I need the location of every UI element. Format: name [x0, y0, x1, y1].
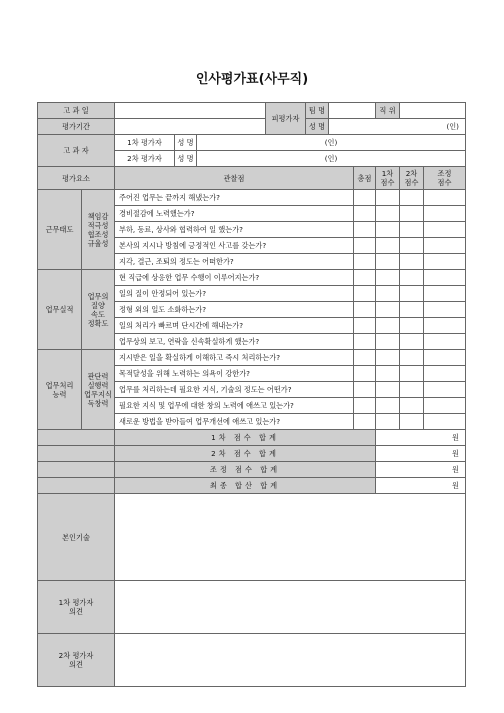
total-cell[interactable]: [354, 238, 376, 254]
second-examiner-name-label: 성 명: [175, 151, 197, 167]
second-examiner-seal[interactable]: (인): [197, 151, 466, 167]
score2-cell[interactable]: [400, 414, 424, 430]
total-first-label: 1차 점수 합계: [115, 430, 376, 446]
observation-item: 목적달성을 위해 노력하는 의욕이 강한가?: [115, 366, 354, 382]
score2-cell[interactable]: [400, 382, 424, 398]
score2-cell[interactable]: [400, 254, 424, 270]
observation-item: 새로운 방법을 받아들여 업무개선에 애쓰고 있는가?: [115, 414, 354, 430]
score1-cell[interactable]: [376, 302, 400, 318]
observation-item: 경비절감에 노력했는가?: [115, 206, 354, 222]
exam-date-label: 고 과 일: [38, 103, 115, 119]
score2-cell[interactable]: [400, 222, 424, 238]
totals-blank: [38, 478, 115, 494]
observation-item: 본사의 지시나 방침에 긍정적인 사고를 갖는가?: [115, 238, 354, 254]
score2-cell[interactable]: [400, 238, 424, 254]
section-work-performance: 업무실적: [38, 270, 82, 350]
observation-item: 부하, 동료, 상사와 협력하여 일 했는가?: [115, 222, 354, 238]
total-second-label: 2차 점수 합계: [115, 446, 376, 462]
total-cell[interactable]: [354, 350, 376, 366]
period-label: 평가기간: [38, 119, 115, 135]
adjust-cell[interactable]: [424, 350, 466, 366]
total-cell[interactable]: [354, 206, 376, 222]
col-element: 평가요소: [38, 167, 115, 190]
total-cell[interactable]: [354, 286, 376, 302]
first-opinion-label: 1차 평가자 의견: [38, 581, 115, 634]
score2-cell[interactable]: [400, 286, 424, 302]
score2-cell[interactable]: [400, 334, 424, 350]
total-cell[interactable]: [354, 398, 376, 414]
self-statement-label: 본인기술: [38, 494, 115, 581]
score1-cell[interactable]: [376, 190, 400, 206]
adjust-cell[interactable]: [424, 414, 466, 430]
second-opinion-label: 2차 평가자 의견: [38, 634, 115, 687]
adjust-cell[interactable]: [424, 222, 466, 238]
adjust-cell[interactable]: [424, 366, 466, 382]
total-final-value[interactable]: 원: [376, 478, 466, 494]
score2-cell[interactable]: [400, 350, 424, 366]
total-cell[interactable]: [354, 222, 376, 238]
score2-cell[interactable]: [400, 206, 424, 222]
total-cell[interactable]: [354, 270, 376, 286]
adjust-cell[interactable]: [424, 382, 466, 398]
total-adjust-label: 조정 점수 합계: [115, 462, 376, 478]
exam-date-field[interactable]: [115, 103, 266, 119]
score1-cell[interactable]: [376, 414, 400, 430]
adjust-cell[interactable]: [424, 286, 466, 302]
second-opinion-area[interactable]: [115, 634, 466, 687]
observation-item: 일의 처리가 빠르며 단시간에 해내는가?: [115, 318, 354, 334]
section-work-ability: 업무처리 능력: [38, 350, 82, 430]
total-cell[interactable]: [354, 318, 376, 334]
col-points: 관찰점: [115, 167, 354, 190]
total-final-label: 최종 합산 합계: [115, 478, 376, 494]
total-cell[interactable]: [354, 366, 376, 382]
position-label: 직 위: [376, 103, 400, 119]
score1-cell[interactable]: [376, 398, 400, 414]
evaluatee-seal[interactable]: (인): [329, 119, 466, 135]
col-score1: 1차 점수: [376, 167, 400, 190]
score1-cell[interactable]: [376, 206, 400, 222]
adjust-cell[interactable]: [424, 398, 466, 414]
observation-item: 일의 질이 안정되어 있는가?: [115, 286, 354, 302]
total-first-value[interactable]: 원: [376, 430, 466, 446]
position-field[interactable]: [400, 103, 466, 119]
adjust-cell[interactable]: [424, 270, 466, 286]
period-field[interactable]: [115, 119, 266, 135]
score2-cell[interactable]: [400, 302, 424, 318]
total-second-value[interactable]: 원: [376, 446, 466, 462]
score1-cell[interactable]: [376, 382, 400, 398]
examiner-label: 고 과 자: [38, 135, 115, 167]
first-examiner-name-label: 성 명: [175, 135, 197, 151]
observation-item: 지각, 결근, 조퇴의 정도는 어떠한가?: [115, 254, 354, 270]
first-opinion-area[interactable]: [115, 581, 466, 634]
self-statement-area[interactable]: [115, 494, 466, 581]
col-total: 총점: [354, 167, 376, 190]
score1-cell[interactable]: [376, 366, 400, 382]
observation-item: 지시받은 일을 확실하게 이해하고 즉시 처리하는가?: [115, 350, 354, 366]
observation-item: 주어진 업무는 끝까지 해냈는가?: [115, 190, 354, 206]
page-title: 인사평가표(사무직): [195, 72, 309, 87]
adjust-cell[interactable]: [424, 302, 466, 318]
totals-blank: [38, 430, 115, 446]
score1-cell[interactable]: [376, 286, 400, 302]
score1-cell[interactable]: [376, 334, 400, 350]
evaluatee-label: 피평가자: [266, 103, 306, 135]
score2-cell[interactable]: [400, 398, 424, 414]
score1-cell[interactable]: [376, 238, 400, 254]
observation-item: 현 직급에 상응한 업무 수행이 이루어지는가?: [115, 270, 354, 286]
adjust-cell[interactable]: [424, 238, 466, 254]
first-examiner-label: 1차 평가자: [115, 135, 175, 151]
col-adjust: 조정 점수: [424, 167, 466, 190]
adjust-cell[interactable]: [424, 254, 466, 270]
adjust-cell[interactable]: [424, 190, 466, 206]
second-examiner-label: 2차 평가자: [115, 151, 175, 167]
score2-cell[interactable]: [400, 190, 424, 206]
col-score2: 2차 점수: [400, 167, 424, 190]
score2-cell[interactable]: [400, 270, 424, 286]
score1-cell[interactable]: [376, 318, 400, 334]
score2-cell[interactable]: [400, 366, 424, 382]
totals-blank: [38, 462, 115, 478]
observation-item: 업무를 처리하는데 필요한 지식, 기술의 정도는 어떤가?: [115, 382, 354, 398]
total-cell[interactable]: [354, 334, 376, 350]
observation-item: 필요한 지식 및 업무에 대한 창의 노력에 애쓰고 있는가?: [115, 398, 354, 414]
total-cell[interactable]: [354, 382, 376, 398]
score1-cell[interactable]: [376, 222, 400, 238]
section-work-performance-sub: 업무의 질양 속도 정확도: [82, 270, 115, 350]
section-work-attitude-sub: 책임감 적극성 협조성 규율성: [82, 190, 115, 270]
first-examiner-seal[interactable]: (인): [197, 135, 466, 151]
total-cell[interactable]: [354, 254, 376, 270]
totals-blank: [38, 446, 115, 462]
score1-cell[interactable]: [376, 270, 400, 286]
adjust-cell[interactable]: [424, 206, 466, 222]
observation-item: 정형 외의 일도 소화하는가?: [115, 302, 354, 318]
total-cell[interactable]: [354, 302, 376, 318]
adjust-cell[interactable]: [424, 318, 466, 334]
evaluatee-name-label: 성 명: [306, 119, 329, 135]
score2-cell[interactable]: [400, 318, 424, 334]
total-cell[interactable]: [354, 414, 376, 430]
team-field[interactable]: [329, 103, 376, 119]
observation-item: 업무상의 보고, 연락을 신속확실하게 했는가?: [115, 334, 354, 350]
adjust-cell[interactable]: [424, 334, 466, 350]
team-label: 팀 명: [306, 103, 329, 119]
section-work-attitude: 근무태도: [38, 190, 82, 270]
score1-cell[interactable]: [376, 254, 400, 270]
total-cell[interactable]: [354, 190, 376, 206]
section-work-ability-sub: 판단력 실행력 업무지식 독창력: [82, 350, 115, 430]
total-adjust-value[interactable]: 원: [376, 462, 466, 478]
score1-cell[interactable]: [376, 350, 400, 366]
evaluation-form-table: [37, 102, 466, 687]
